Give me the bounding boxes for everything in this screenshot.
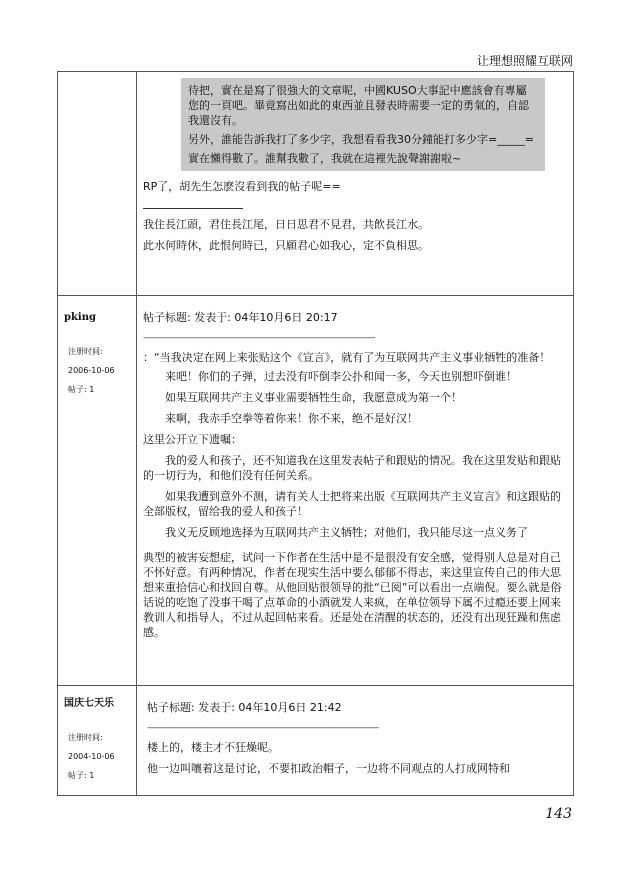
- post-body: [137, 296, 574, 686]
- post-body: [137, 72, 574, 296]
- post-row-guoqing: [58, 686, 574, 796]
- page-number: 143: [545, 806, 572, 822]
- post-paragraph: 如果互联网共产主义事业需要牺牲生命，我愿意成为第一个！: [165, 391, 462, 404]
- signature-divider: [143, 208, 243, 209]
- post-title-line: 帖子标题: 发表于: 04年10月6日 21:42: [147, 701, 342, 714]
- signature-line: 我住長江頭，君住長江尾，日日思君不見君，共飲長江水。: [143, 218, 429, 231]
- author-cell: [58, 686, 137, 796]
- post-title-line: 帖子标题: 发表于: 04年10月6日 20:17: [143, 311, 338, 324]
- quoted-block: [181, 78, 545, 171]
- user-meta: [68, 731, 136, 782]
- post-paragraph: 如果我遭到意外不测，请有关人士把将来出版《互联网共产主义宣言》和这跟贴的全部版权，留给我的爱人和孩子！: [143, 490, 561, 518]
- post-body: [137, 686, 574, 796]
- author-cell: [58, 296, 137, 686]
- post-paragraph: 我义无反顾地选择为互联网共产主义牺牲；对他们，我只能尽这一点义务了: [165, 526, 528, 539]
- post-paragraph: 他一边叫嚷着这是讨论，不要扣政治帽子，一边将不同观点的人打成网特和: [147, 762, 510, 775]
- post-paragraph: 来啊，我赤手空拳等着你来！你不来，绝不是好汉！: [165, 412, 418, 425]
- dash-separator: -------------------------------------------------------------------------------------------------------: [143, 333, 375, 343]
- post-paragraph: 楼上的，楼主才不狂燥呢。: [147, 741, 279, 754]
- post-paragraph: ：“当我决定在网上来张贴这个《宣言》，就有了为互联网共产主义事业牺牲的准备！: [143, 351, 551, 364]
- post-count: 帖子: 1: [68, 385, 95, 394]
- post-paragraph: 这里公开立下遗嘱：: [143, 433, 242, 446]
- post-row-continued: [58, 72, 574, 296]
- post-row-pking: [58, 296, 574, 686]
- post-paragraph: 典型的被害妄想症，试问一下作者在生活中是不是很没有安全感，觉得别人总是对自己不怀好意。有两种情况，作者在现实生活中要么郁郁不得志，来这里宣传自己的伟大思想来重拾信心和找回自尊。从他回贴很领导的批“已阅”可以看出一点端倪。要么就是俗话说的吃饱了没事干喝了点革命的小酒就发人来疯，在单位领导下属不过瘾还要上网来教训人和指导人，不过从起回帖来看。还是处在清醒的状态的，还没有出现狂躁和焦虑感。: [143, 551, 562, 639]
- running-title: 让理想照耀互联网: [476, 54, 573, 68]
- post-paragraph: 我的爱人和孩子，还不知道我在这里发表帖子和跟贴的情况。我在这里发贴和跟贴的一切行为，和他们没有任何关系。: [143, 454, 561, 482]
- user-meta: [68, 345, 136, 396]
- author-cell-empty: [58, 72, 137, 296]
- forum-thread-table: [57, 71, 574, 796]
- signature-line: 此水何時休，此恨何時已，只願君心如我心，定不負相思。: [143, 239, 429, 252]
- post-paragraph: 来吧！你们的子弹，过去没有吓倒李公扑和闻一多，今天也别想吓倒谁！: [165, 370, 517, 383]
- reg-date: 2006-10-06: [68, 366, 115, 375]
- reply-text: RP了，胡先生怎麽沒看到我的帖子呢==: [143, 180, 341, 193]
- reg-label: 注册时间:: [68, 347, 103, 356]
- post-count: 帖子: 1: [68, 771, 95, 780]
- username: 国庆七天乐: [64, 698, 114, 709]
- quote-paragraph: 實在懶得數了。誰幫我數了，我就在這裡先說聲謝謝啦~: [188, 152, 462, 165]
- quote-paragraph: 另外，誰能告訴我打了多少字，我想看看我30分鐘能打多少字=_____=: [188, 133, 534, 146]
- reg-date: 2004-10-06: [68, 752, 115, 761]
- dash-separator: -------------------------------------------------------------------------------------------------------: [147, 723, 379, 733]
- username: pking: [64, 312, 96, 323]
- reg-label: 注册时间:: [68, 733, 103, 742]
- quote-paragraph: 待把，實在是寫了很強大的文章呢，中國KUSO大事記中應該會有專屬您的一頁吧。畢竟寫出如此的東西並且發表時需要一定的勇氣的，自認我還沒有。: [188, 84, 529, 127]
